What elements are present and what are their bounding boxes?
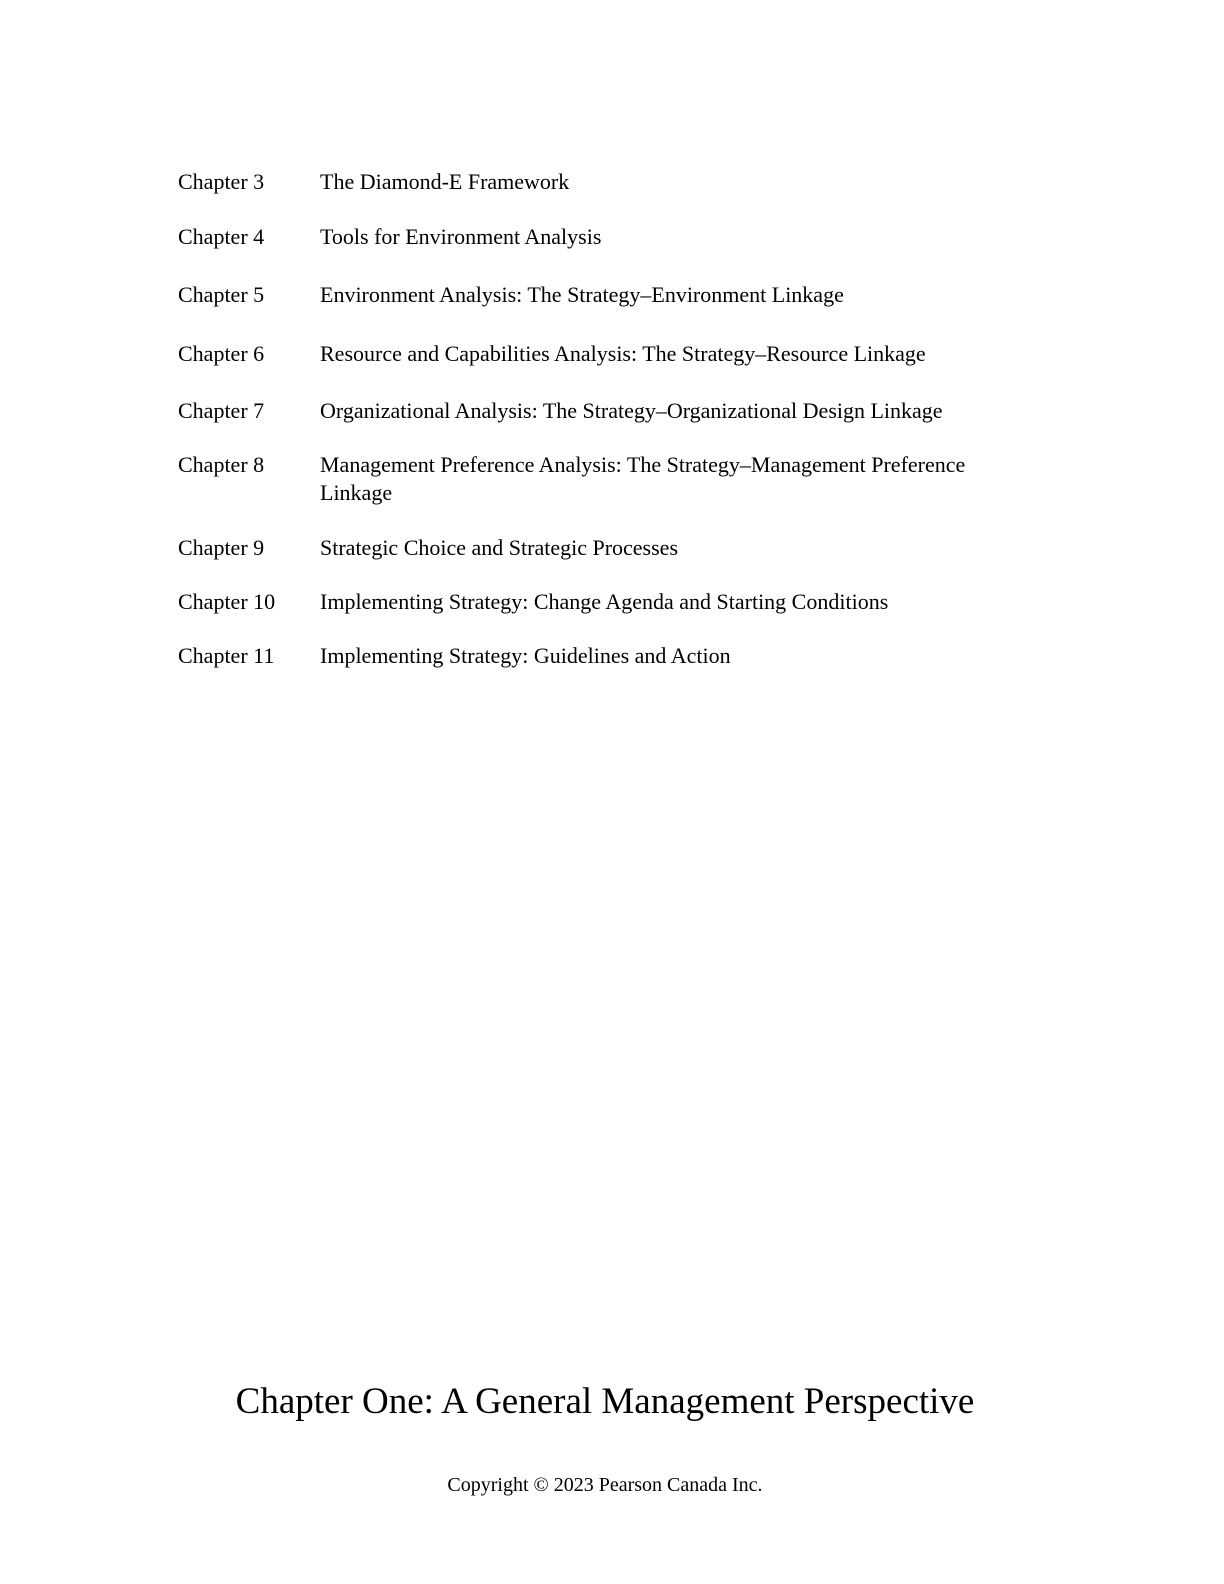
toc-chapter-title: The Diamond-E Framework bbox=[320, 169, 570, 194]
toc-chapter-label: Chapter 7 bbox=[178, 398, 265, 423]
toc-chapter-label: Chapter 9 bbox=[178, 535, 265, 560]
toc-chapter-title: Management Preference Analysis: The Strategy–Management Preference Linkage bbox=[320, 452, 966, 505]
toc-chapter-title: Organizational Analysis: The Strategy–Organizational Design Linkage bbox=[320, 398, 943, 423]
toc-chapter-label: Chapter 3 bbox=[178, 169, 265, 194]
toc-chapter-label: Chapter 4 bbox=[178, 224, 265, 249]
toc-chapter-title: Implementing Strategy: Guidelines and Action bbox=[320, 643, 731, 668]
toc-chapter-title: Resource and Capabilities Analysis: The Strategy–Resource Linkage bbox=[320, 341, 926, 366]
toc-chapter-label: Chapter 6 bbox=[178, 341, 265, 366]
toc-chapter-label: Chapter 5 bbox=[178, 282, 265, 307]
toc-chapter-title: Environment Analysis: The Strategy–Environment Linkage bbox=[320, 282, 844, 307]
toc-chapter-label: Chapter 10 bbox=[178, 589, 276, 614]
toc-chapter-label: Chapter 11 bbox=[178, 643, 275, 668]
toc-chapter-title: Tools for Environment Analysis bbox=[320, 224, 602, 249]
toc-chapter-title: Strategic Choice and Strategic Processes bbox=[320, 535, 679, 560]
toc-chapter-label: Chapter 8 bbox=[178, 452, 265, 477]
chapter-heading: Chapter One: A General Management Perspective bbox=[235, 1381, 975, 1422]
copyright-notice: Copyright © 2023 Pearson Canada Inc. bbox=[447, 1474, 763, 1496]
toc-chapter-title: Implementing Strategy: Change Agenda and Starting Conditions bbox=[320, 589, 889, 614]
